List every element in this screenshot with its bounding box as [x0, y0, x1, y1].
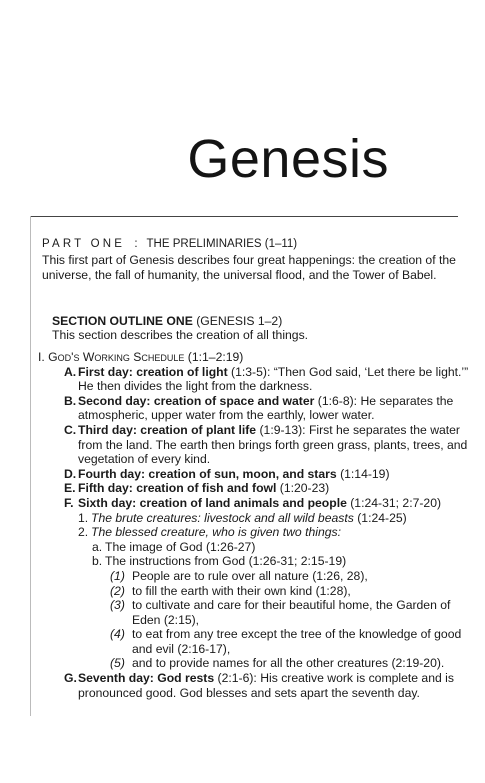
outline-num: 1. [78, 510, 89, 525]
outline-text: He separates the atmospheric, upper water from the earthly, lower water. [78, 393, 454, 423]
outline-item-I [38, 350, 470, 365]
outline-num: B. [64, 393, 77, 408]
outline-num: (3) [110, 598, 125, 613]
section-description: This section describes the creation of all things. [52, 328, 309, 342]
outline-title: Second day: creation of space and water [78, 393, 315, 408]
outline-num: b. [92, 554, 103, 569]
outline-num: a. [92, 539, 103, 554]
outline-num: (5) [110, 656, 125, 671]
outline-num: F. [64, 495, 74, 510]
part-title: THE PRELIMINARIES (1–11) [146, 238, 298, 250]
outline-ref: (1:24-25) [357, 510, 407, 525]
outline-ref: (1:1–2:19) [187, 350, 244, 364]
outline-num: G. [64, 671, 77, 686]
outline-item-F2b [38, 554, 470, 569]
outline-item-G [38, 671, 470, 700]
outline-num: I. [38, 350, 45, 364]
outline-item-F2b1 [38, 569, 470, 584]
section-heading [52, 314, 282, 328]
outline-ref: (1:9-13): [259, 422, 306, 437]
outline-title: The brute creatures: livestock and all wild beasts [91, 510, 354, 525]
outline [38, 350, 470, 700]
outline-num: C. [64, 422, 77, 437]
outline-text: The image of God (1:26-27) [105, 539, 256, 554]
outline-num: E. [64, 481, 76, 496]
outline-ref: (1:24-31; 2:7-20) [350, 495, 442, 510]
outline-ref: (2:1-6): [217, 671, 257, 686]
outline-num: (2) [110, 583, 125, 598]
outline-title: The blessed creature, who is given two things: [91, 525, 341, 540]
outline-ref: (1:14-19) [340, 466, 390, 481]
book-title: Genesis [187, 129, 389, 189]
part-description: This first part of Genesis describes four great happenings: the creation of the universe, the fall of humanity, the universal flood, and the Tower of Babel. [42, 253, 456, 282]
outline-item-F1 [38, 511, 470, 526]
outline-text: His creative work is complete and is pronounced good. God blesses and sets apart the seventh day. [78, 671, 454, 700]
outline-title: Sixth day: creation of land animals and people [78, 495, 347, 510]
outline-item-F [38, 496, 470, 511]
outline-text: to fill the earth with their own kind (1:28), [132, 583, 351, 598]
header-rule [30, 216, 458, 217]
outline-item-C [38, 423, 470, 467]
outline-text: People are to rule over all nature (1:26, 28), [132, 568, 368, 583]
outline-text: and to provide names for all the other creatures (2:19-20). [132, 656, 445, 671]
outline-item-B [38, 394, 470, 423]
outline-item-F2 [38, 525, 470, 540]
outline-item-F2b3 [38, 598, 470, 627]
outline-title: First day: creation of light [78, 364, 228, 379]
part-heading [42, 238, 297, 250]
outline-num: 2. [78, 525, 89, 540]
part-separator: : [134, 238, 138, 250]
part-label: PART ONE [42, 238, 126, 250]
outline-ref: (1:3-5): [231, 364, 271, 379]
outline-title: God's Working Schedule [48, 350, 185, 364]
outline-item-E [38, 481, 470, 496]
outline-num: (1) [110, 568, 125, 583]
outline-num: D. [64, 466, 77, 481]
outline-text: The instructions from God (1:26-31; 2:15-19) [105, 554, 347, 569]
outline-item-F2b5 [38, 656, 470, 671]
outline-text: First he separates the water from the land. The earth then brings forth green grass, plants, trees, and vegetation of every kind. [78, 422, 468, 467]
section-label: SECTION OUTLINE ONE [52, 314, 193, 328]
outline-title: Seventh day: God rests [78, 671, 215, 686]
outline-ref: (1:6-8): [317, 393, 358, 408]
outline-item-F2b4 [38, 627, 470, 656]
outline-item-D [38, 467, 470, 482]
outline-item-A [38, 365, 470, 394]
outline-title: Fourth day: creation of sun, moon, and stars [78, 466, 337, 481]
outline-text: to eat from any tree except the tree of the knowledge of good and evil (2:16-17), [132, 627, 462, 656]
outline-num: (4) [110, 627, 125, 642]
outline-title: Fifth day: creation of fish and fowl [78, 481, 277, 496]
outline-text: “Then God said, ‘Let there be light.’” He then divides the light from the darkness. [78, 364, 469, 394]
section-ref: (GENESIS 1–2) [196, 314, 283, 328]
outline-item-F2b2 [38, 584, 470, 599]
outline-item-F2a [38, 540, 470, 555]
outline-title: Third day: creation of plant life [78, 422, 257, 437]
margin-rule [30, 216, 31, 716]
outline-text: to cultivate and care for their beautiful home, the Garden of Eden (2:15), [132, 598, 451, 627]
outline-num: A. [64, 364, 77, 379]
outline-ref: (1:20-23) [279, 481, 330, 496]
